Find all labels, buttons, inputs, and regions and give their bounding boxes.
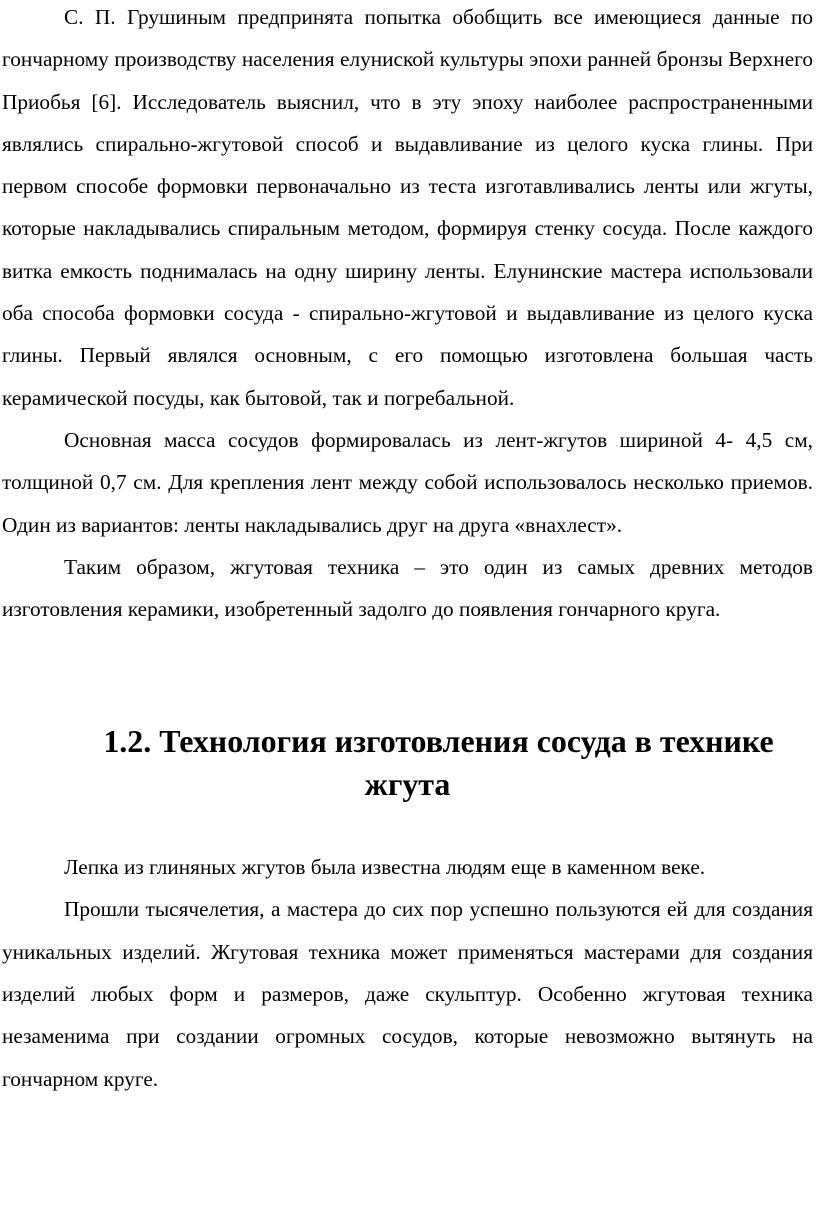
section-heading: 1.2. Технология изготовления сосуда в технике жгута — [103, 724, 774, 802]
paragraph-conclusion: Таким образом, жгутовая техника – это один из самых древних методов изготовления керамики, изобретенный задолго до появления гончарного круга. — [2, 554, 813, 622]
heading-spacer — [2, 806, 813, 846]
paragraph-stone-age: Лепка из глиняных жгутов была известна людям еще в каменном веке. — [64, 855, 706, 880]
paragraph-coil-technique-uses: Прошли тысячелетия, а мастера до сих пор успешно пользуются ей для создания уникальных изделий. Жгутовая техника может применяться мастерами для создания изделий любых форм и размеров, даже скульптур. Особенно жгутовая техника незаменима при создании огромных сосудов, которые невозможно вытянуть на гончарном круге. — [2, 897, 813, 1091]
paragraph-pottery-elunino: С. П. Грушиным предпринята попытка обобщить все имеющиеся данные по гончарному производству населения елуниской культуры эпохи ранней бронзы Верхнего Приобья [6]. Исследователь выяснил, что в эту эпоху наиболее распространенными являлись спирально-жгутовой способ и выдавливание из целого куска глины. При первом способе формовки первоначально из теста изготавливались ленты или жгуты, которые накладывались спиральным методом, формируя стенку сосуда. После каждого витка емкость поднималась на одну ширину ленты. Елунинские мастера использовали оба способа формовки сосуда - спирально-жгутовой и выдавливание из целого куска глины. Первый являлся основным, с его помощью изготовлена большая часть керамической посуды, как бытовой, так и погребальной. — [2, 5, 813, 410]
paragraph-strip-dimensions: Основная масса сосудов формировалась из лент-жгутов шириной 4- 4,5 см, толщиной 0,7 см. Для крепления лент между собой использовалось несколько приемов. Один из вариантов: ленты накладывались друг на друга «внахлест». — [2, 427, 813, 537]
